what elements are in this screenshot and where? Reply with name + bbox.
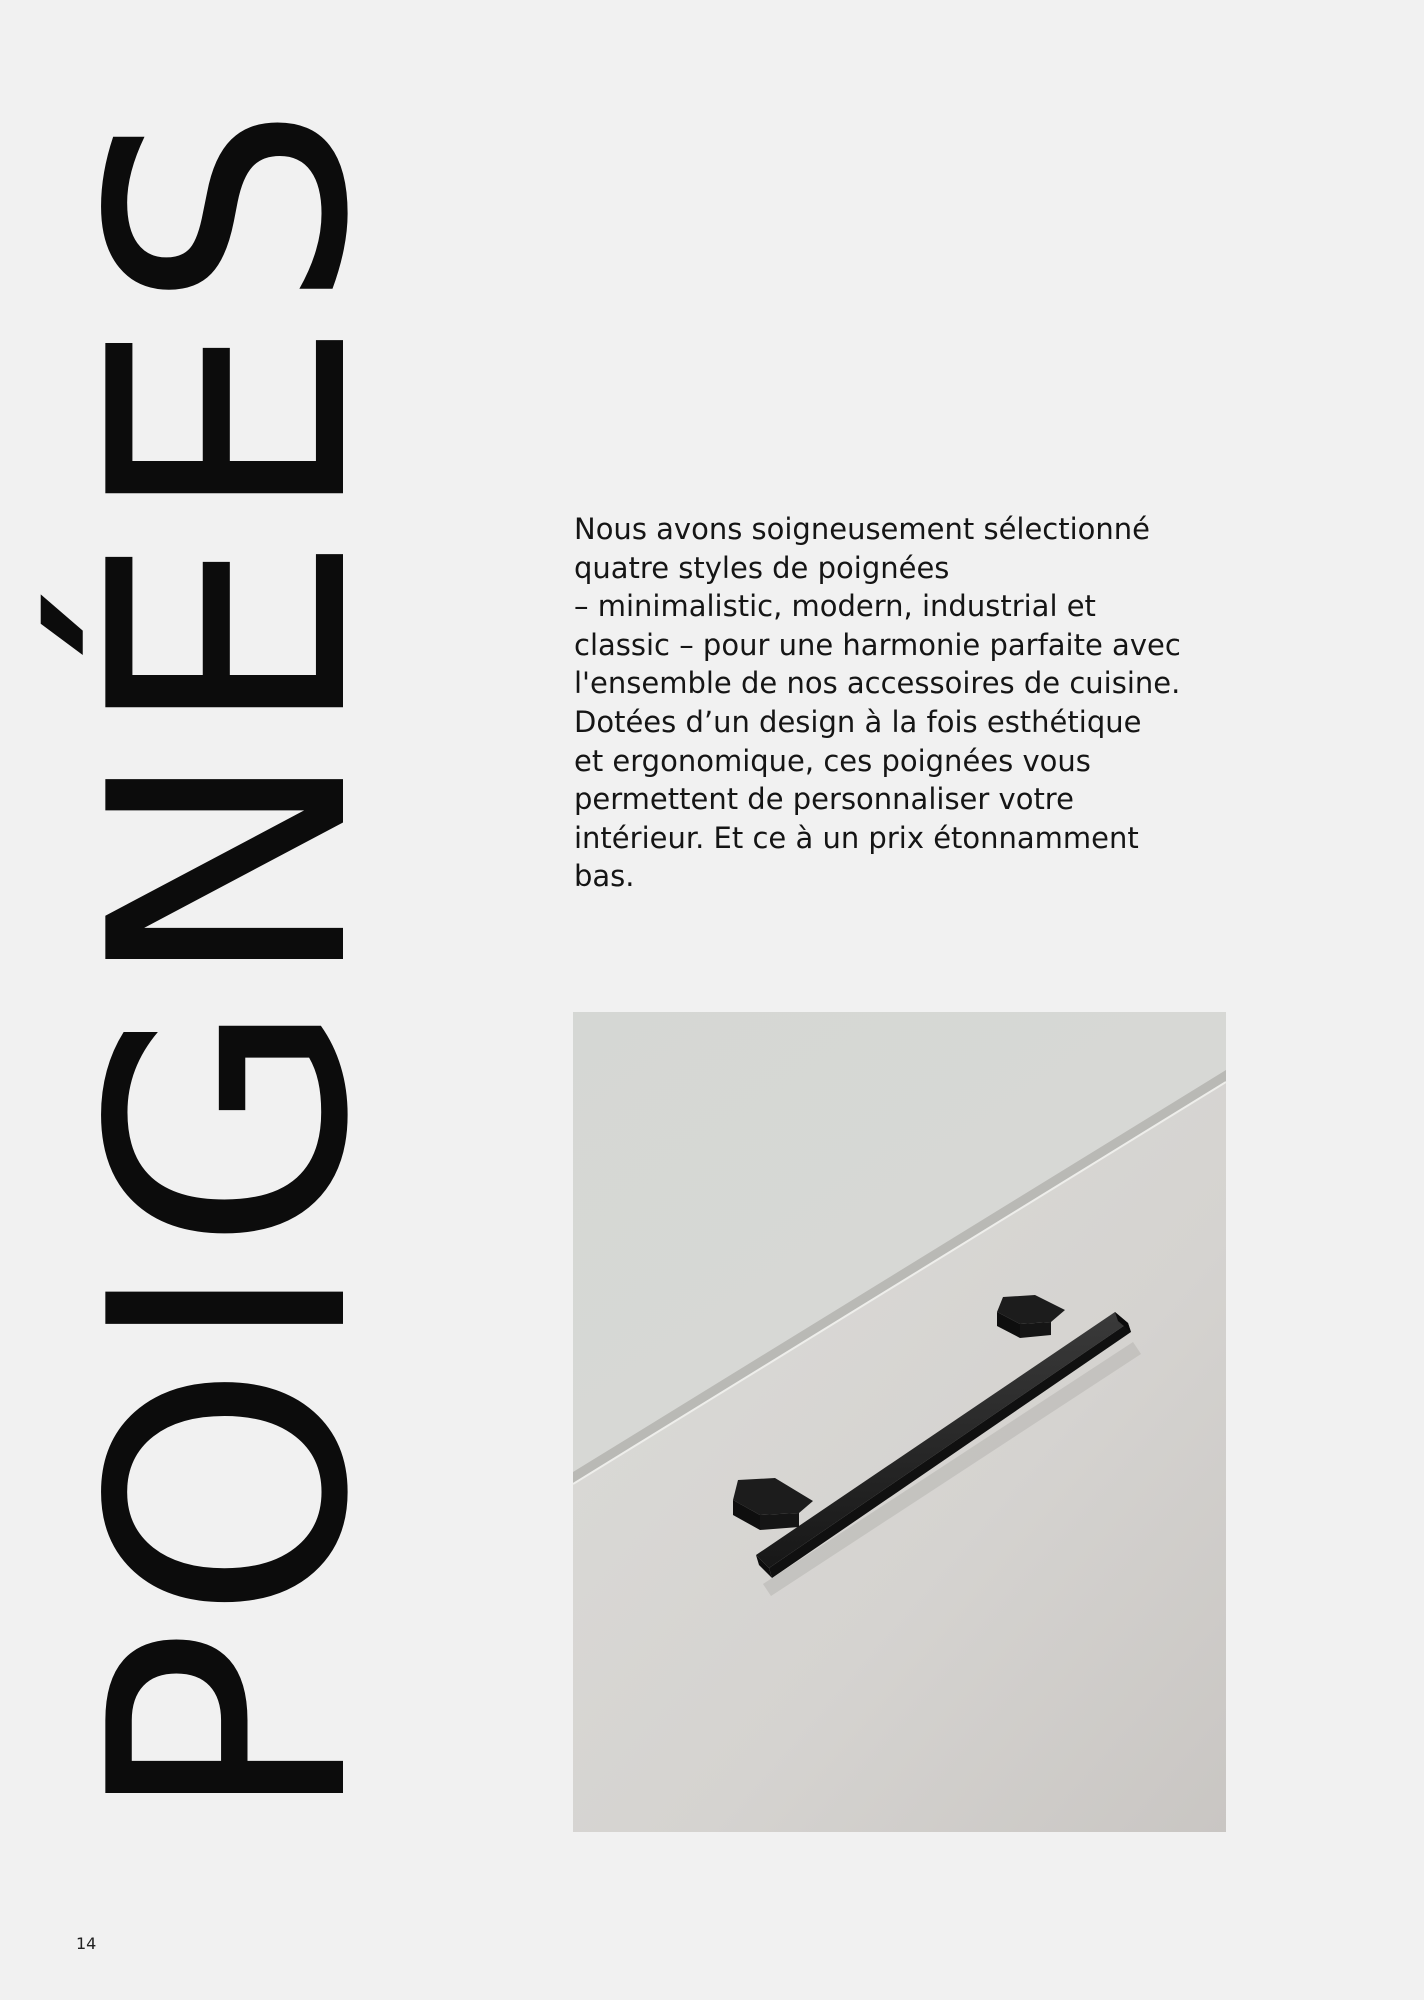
intro-line: Nous avons soigneusement sélectionné [574,512,1151,546]
page-title: POIGNÉES [40,96,420,1825]
intro-line: quatre styles de poignées [574,550,950,585]
intro-line: l'ensemble de nos accessoires de cuisine. [574,666,1181,701]
intro-line: classic – pour une harmonie parfaite avec [574,627,1181,662]
handle-photo [573,1012,1226,1832]
intro-line: intérieur. Et ce à un prix étonnamment [574,820,1139,855]
intro-line: permettent de personnaliser votre [574,782,1074,817]
intro-paragraph [574,510,1214,896]
handle-foot-left-front [760,1513,799,1530]
intro-line: bas. [574,859,635,894]
vertical-title-container [40,96,420,1825]
intro-line: et ergonomique, ces poignées vous [574,743,1091,778]
intro-line: Dotées d’un design à la fois esthétique [574,704,1142,739]
handle-photo-illustration [573,1012,1226,1832]
intro-line: – minimalistic, modern, industrial et [574,589,1096,624]
page-number: 14 [76,1934,97,1953]
